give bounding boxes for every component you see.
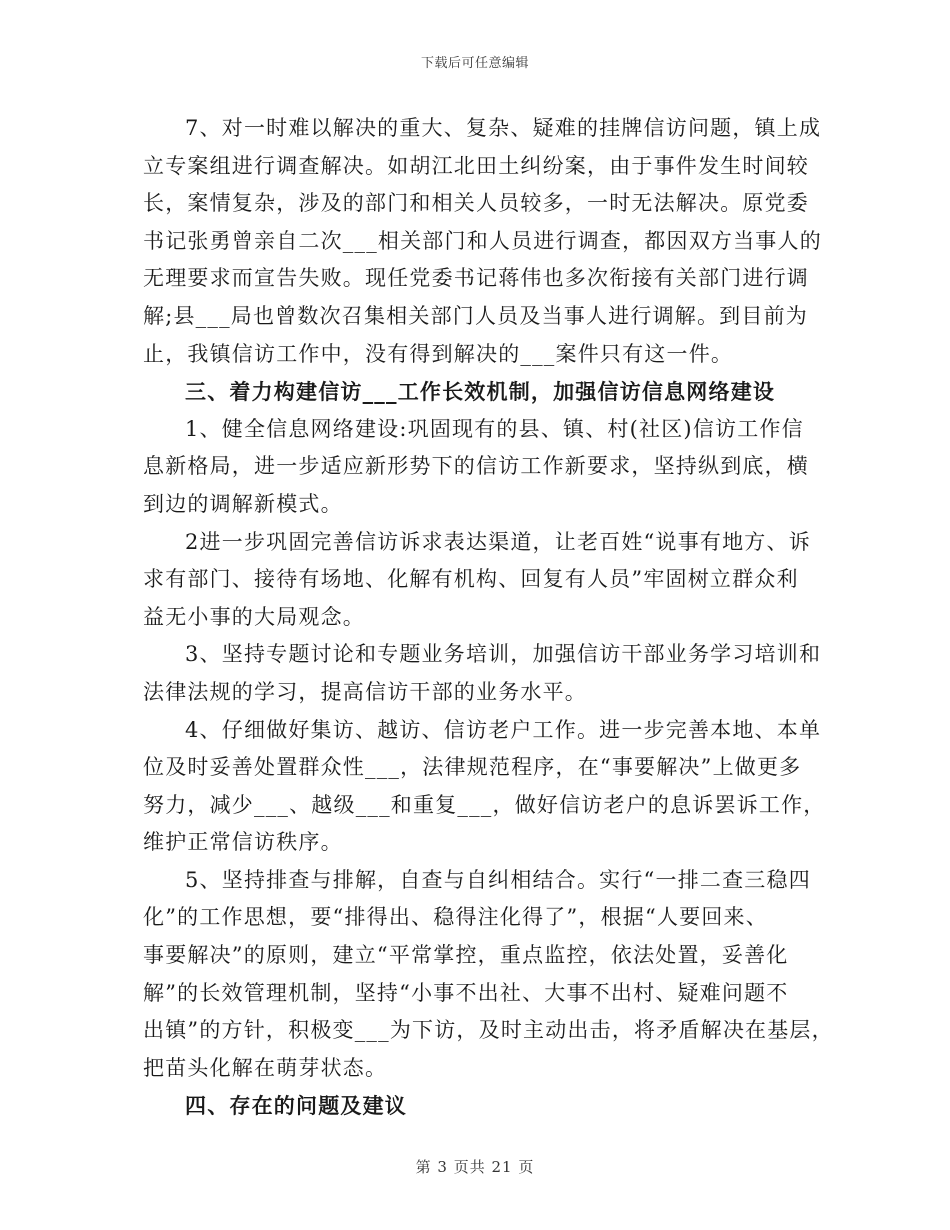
text-line: 解”的长效管理机制，坚持“小事不出社、大事不出村、疑难问题不: [143, 980, 789, 1005]
text-line: 努力，减少___、越级___和重复___，做好信访老户的息诉罢诉工作，: [143, 792, 826, 817]
text-line: 书记张勇曾亲自二次___相关部门和人员进行调查，都因双方当事人的: [143, 228, 822, 253]
text-line: 事要解决”的原则，建立“平常掌控，重点监控，依法处置，妥善化: [143, 943, 789, 968]
text-line: 求有部门、接待有场地、化解有机构、回复有人员”牢固树立群众利: [143, 567, 799, 592]
text-line: 无理要求而宣告失败。现任党委书记蒋伟也多次衔接有关部门进行调: [143, 266, 809, 291]
text-line: 4、仔细做好集访、越访、信访老户工作。进一步完善本地、本单: [185, 717, 822, 742]
page-header: 下载后可任意编辑: [420, 56, 529, 71]
text-line: 5、坚持排查与排解，自查与自纠相结合。实行“一排二查三稳四: [185, 867, 811, 892]
text-line: 出镇”的方针，积极变___为下访，及时主动出击，将矛盾解决在基层，: [143, 1018, 834, 1043]
section-heading: 四、存在的问题及建议: [185, 1093, 407, 1119]
text-line: 息新格局，进一步适应新形势下的信访工作新要求，坚持纵到底，横: [143, 454, 809, 479]
text-line: 益无小事的大局观念。: [143, 604, 365, 629]
text-line: 长，案情复杂，涉及的部门和相关人员较多，一时无法解决。原党委: [143, 191, 809, 216]
text-line: 把苗头化解在萌芽状态。: [143, 1055, 388, 1080]
text-line: 解;县___局也曾数次召集相关部门人员及当事人进行调解。到目前为: [143, 303, 808, 328]
section-heading: 三、着力构建信访___工作长效机制，加强信访信息网络建设: [185, 379, 776, 405]
text-line: 法律法规的学习，提高信访干部的业务水平。: [143, 679, 587, 704]
text-line: 3、坚持专题讨论和专题业务培训，加强信访干部业务学习培训和: [185, 642, 822, 667]
text-line: 7、对一时难以解决的重大、复杂、疑难的挂牌信访问题，镇上成: [185, 116, 822, 140]
text-line: 止，我镇信访工作中，没有得到解决的___案件只有这一件。: [143, 341, 734, 366]
text-line: 立专案组进行调查解决。如胡江北田土纠纷案，由于事件发生时间较: [143, 153, 809, 178]
text-line: 化”的工作思想，要“排得出、稳得注化得了”，根据“人要回来、: [143, 905, 768, 930]
text-line: 维护正常信访秩序。: [143, 830, 343, 855]
text-line: 到边的调解新模式。: [143, 491, 343, 516]
text-line: 2进一步巩固完善信访诉求表达渠道，让老百姓“说事有地方、诉: [185, 529, 811, 554]
page-number: 第 3 页共 21 页: [415, 1158, 535, 1176]
document-body: [143, 110, 834, 1125]
text-line: 位及时妥善处置群众性___，法律规范程序，在“事要解决”上做更多: [143, 755, 802, 780]
text-line: 1、健全信息网络建设:巩固现有的县、镇、村(社区)信访工作信: [185, 416, 804, 441]
